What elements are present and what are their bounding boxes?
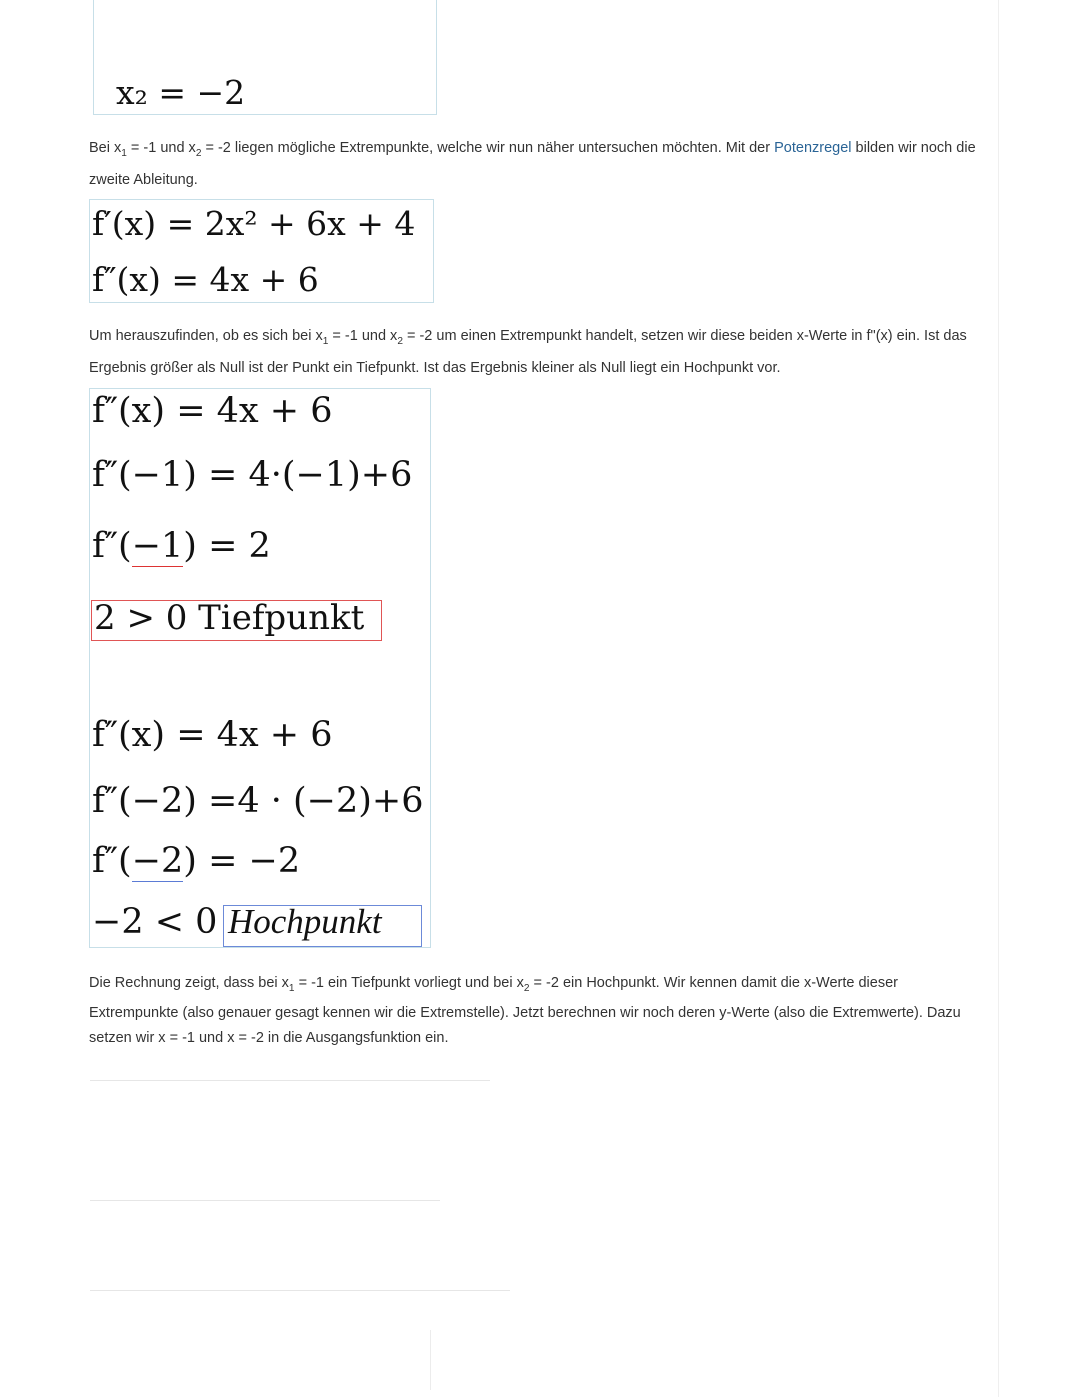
result-hochpunkt-word: Hochpunkt — [228, 902, 382, 941]
faded-divider — [90, 1080, 490, 1081]
paragraph-conclusion: Die Rechnung zeigt, dass bei $x_1 = -1$ ein Tiefpunkt vorliegt und bei $x_2 = -2$ ein Hochpunkt. Wir kennen damit die x-Werte dieser Extrempunkte (also genauer gesagt kennen wir die Extremstelle). Jetzt berechnen wir noch deren y-Werte (also die Extremwerte). Dazu setzen wir x = -1 und x = -2 in die Ausgangsfunktion ein. — [89, 975, 961, 1046]
math-box-x2 — [93, 0, 437, 115]
math-box-derivatives — [89, 199, 434, 303]
check-max-line2: f″(−2) =4 · (−2)+6 — [92, 781, 424, 821]
faded-divider — [90, 1290, 510, 1291]
result-tiefpunkt: 2 > 0 Tiefpunkt — [94, 598, 365, 638]
paragraph-method: Um herauszufinden, ob es sich bei $x_1 = -1$ und $x_2 = -2$ um einen Extrempunkt handelt, setzen wir diese beiden x-Werte in f"(x) ein. Ist das Ergebnis größer als Null ist der Punkt ein Tiefpunkt. Ist das Ergebnis kleiner als Null liegt ein Hochpunkt vor. — [89, 328, 967, 376]
result-tiefpunkt-box — [91, 600, 382, 641]
faded-vertical-rule — [430, 1330, 431, 1390]
check-max-line1: f″(x) = 4x + 6 — [92, 715, 333, 755]
check-min-line2: f″(−1) = 4·(−1)+6 — [92, 455, 413, 495]
first-derivative: f′(x) = 2x² + 6x + 4 — [92, 204, 416, 243]
paragraph-intro: Bei $x_1 = -1$ und $x_2 = -2$ liegen mögliche Extrempunkte, welche wir nun näher untersuchen möchten. Mit der Potenzregel bilden wir noch die zweite Ableitung. — [89, 140, 976, 188]
x2-equation: x₂ = −2 — [116, 73, 246, 112]
potenzregel-link[interactable]: Potenzregel — [774, 140, 852, 156]
check-min-line1: f″(x) = 4x + 6 — [92, 391, 333, 431]
page-edge-line — [998, 0, 999, 1397]
faded-divider — [90, 1200, 440, 1201]
check-min-line3: f″(−1) = 2 — [92, 526, 271, 566]
math-box-second-derivative-check — [89, 388, 431, 948]
result-hochpunkt-box — [223, 902, 422, 947]
result-hochpunkt-prefix: −2 < 0 — [92, 902, 218, 942]
second-derivative: f″(x) = 4x + 6 — [92, 260, 319, 299]
check-max-line3: f″(−2) = −2 — [92, 841, 301, 881]
